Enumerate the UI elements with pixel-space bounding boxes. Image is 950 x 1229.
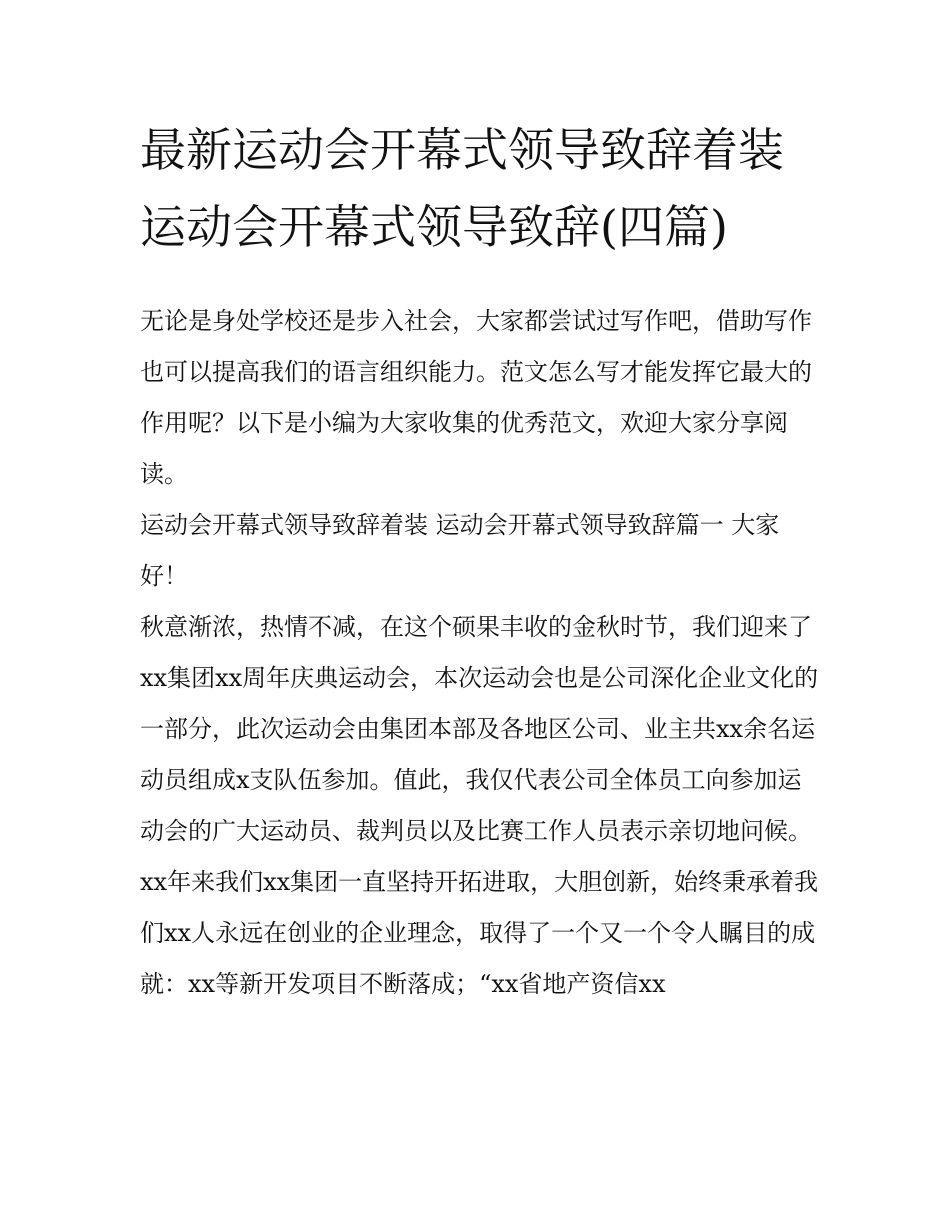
document-title: 最新运动会开幕式领导致辞着装 运动会开幕式领导致辞(四篇) (140, 123, 784, 254)
paragraph-intro: 无论是身处学校还是步入社会，大家都尝试过写作吧，借助写作也可以提高我们的语言组织能力。范文怎么写才能发挥它最大的作用呢？以下是小编为大家收集的优秀范文，欢迎大家分享阅读。 (140, 307, 812, 488)
paragraph-section-heading: 运动会开幕式领导致辞着装 运动会开幕式领导致辞篇一 大家好！ (140, 511, 780, 590)
paragraph-greeting: 秋意渐浓，热情不减，在这个硕果丰收的金秋时节，我们迎来了xx集团xx周年庆典运动会，本次运动会也是公司深化企业文化的一部分，此次运动会由集团本部及各地区公司、业主共xx余名运动员组成x支队伍参加。值此，我仅代表公司全体员工向参加运动会的广大运动员、裁判员以及比赛工作人员表示亲切地问候。 (140, 613, 819, 845)
paragraph-achievements: xx年来我们xx集团一直坚持开拓进取，大胆创新，始终秉承着我们xx人永远在创业的企业理念，取得了一个又一个令人瞩目的成就：xx等新开发项目不断落成；“xx省地产资信xx (140, 868, 819, 998)
document-content (140, 112, 820, 1010)
document-body (140, 296, 820, 1010)
